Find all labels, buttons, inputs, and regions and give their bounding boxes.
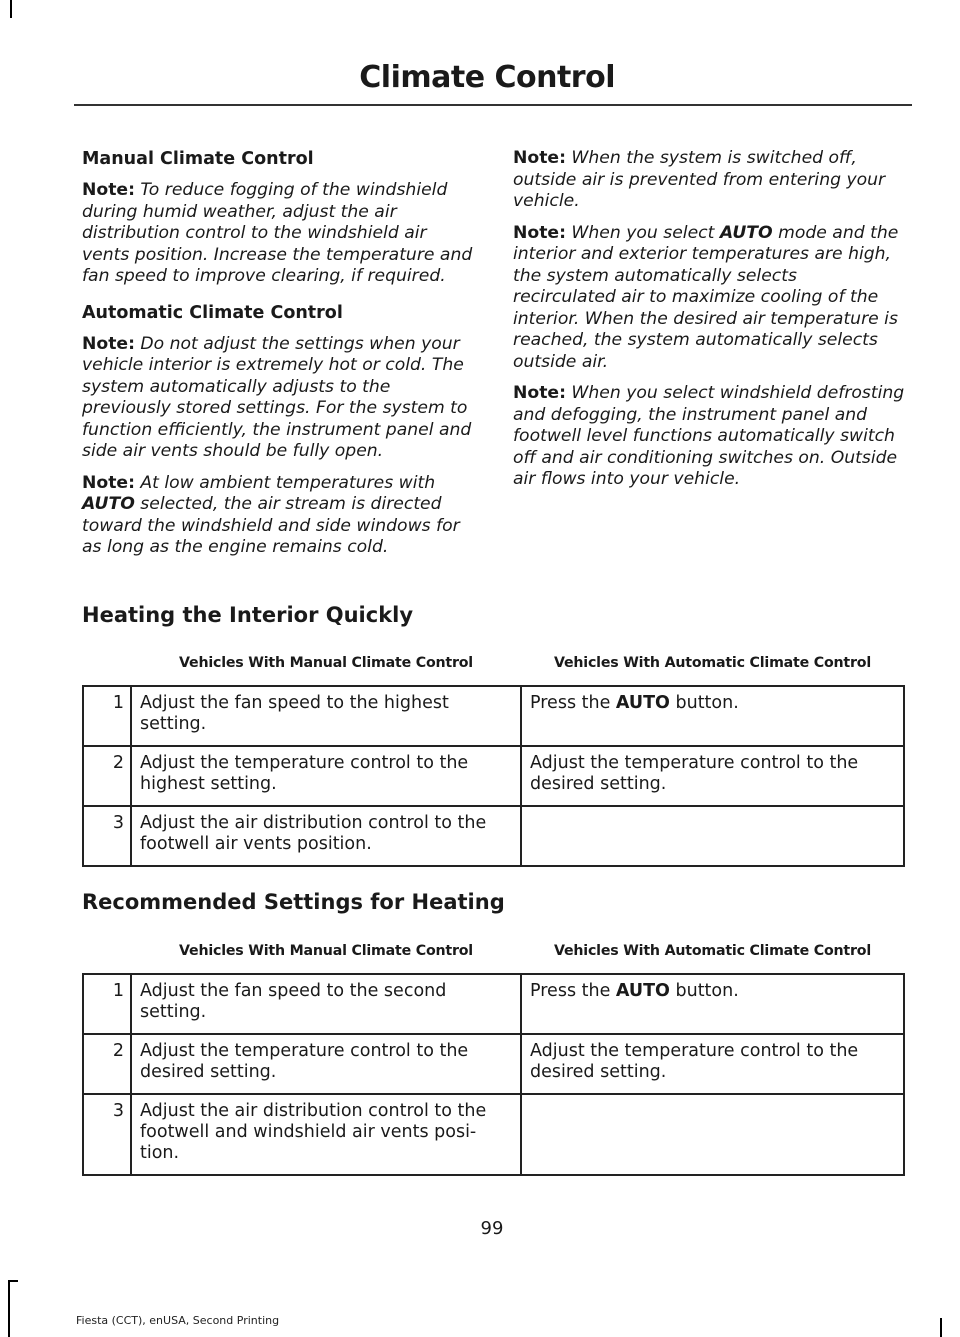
table-header-number [83, 933, 131, 974]
step-number: 2 [83, 746, 131, 806]
recommended-heating-table [82, 933, 905, 1176]
table-row [83, 686, 904, 746]
table-row [83, 746, 904, 806]
section-recommended-heating-title: Recommended Settings for Heating [82, 890, 505, 914]
step-number: 1 [83, 974, 131, 1034]
table-header-number [83, 645, 131, 686]
page-number: 99 [480, 1218, 504, 1239]
note-defrosting: Note: When you select windshield defrosting and defogging, the instrument panel and footwell level functions automatically switch off and air conditioning switches on. Outside air flows into your vehicle. [513, 383, 905, 489]
footer-text: Fiesta (CCT), enUSA, Second Printing [76, 1314, 280, 1327]
note-fogging: Note: To reduce fogging of the windshield during humid weather, adjust the air distribution control to the windshield air vents position. Increase the temperature and fan speed to improve clearing, if required. [82, 180, 473, 286]
table-row [83, 1034, 904, 1094]
table-header-automatic: Vehicles With Automatic Climate Control [521, 645, 904, 686]
table-header-automatic: Vehicles With Automatic Climate Control [521, 933, 904, 974]
manual-step: Adjust the fan speed to the highest setting. [131, 686, 521, 746]
manual-step: Adjust the temperature control to the desired setting. [131, 1034, 521, 1094]
left-column [82, 148, 474, 569]
header-rule [74, 104, 912, 106]
manual-step: Adjust the air distribution control to the footwell air vents position. [131, 806, 521, 866]
step-number: 3 [83, 1094, 131, 1175]
table-header-manual: Vehicles With Manual Climate Control [131, 645, 521, 686]
crop-mark-bottom-right [940, 1318, 942, 1337]
table-row [83, 1094, 904, 1175]
crop-mark-bottom-left-h [8, 1280, 18, 1282]
step-number: 2 [83, 1034, 131, 1094]
automatic-step [521, 1094, 904, 1175]
right-column [513, 148, 905, 501]
manual-step: Adjust the temperature control to the highest setting. [131, 746, 521, 806]
table-row [83, 974, 904, 1034]
note-switched-off: Note: When the system is switched off, outside air is prevented from entering your vehicle. [513, 148, 886, 211]
step-number: 3 [83, 806, 131, 866]
crop-mark-top-left [10, 0, 12, 18]
automatic-step: Adjust the temperature control to the desired setting. [521, 746, 904, 806]
manual-climate-heading: Manual Climate Control [82, 149, 314, 169]
table-row [83, 806, 904, 866]
manual-step: Adjust the air distribution control to the footwell and windshield air vents posi-tion. [131, 1094, 521, 1175]
manual-step: Adjust the fan speed to the second setting. [131, 974, 521, 1034]
crop-mark-bottom-left [8, 1280, 10, 1337]
note-auto-mode: Note: When you select AUTO mode and the interior and exterior temperatures are high, the system automatically selects recirculated air to maximize cooling of the interior. When the desired air temperature is reached, the system automatically selects outside air. [513, 222, 899, 372]
automatic-step [521, 806, 904, 866]
heating-quickly-table [82, 645, 905, 867]
note-settings: Note: Do not adjust the settings when your vehicle interior is extremely hot or cold. The system automatically adjusts to the previously stored settings. For the system to function efficiently, the instrument panel and side air vents should be fully open. [82, 333, 472, 461]
automatic-step: Press the AUTO button. [521, 686, 904, 746]
page-header-title: Climate Control [359, 60, 615, 95]
note-low-temperature: Note: At low ambient temperatures with AUTO selected, the air stream is directed toward the windshield and side windows for as long as the engine remains cold. [82, 472, 460, 557]
automatic-step: Adjust the temperature control to the desired setting. [521, 1034, 904, 1094]
automatic-climate-heading: Automatic Climate Control [82, 302, 343, 323]
section-heating-quickly-title: Heating the Interior Quickly [82, 603, 414, 627]
step-number: 1 [83, 686, 131, 746]
automatic-step: Press the AUTO button. [521, 974, 904, 1034]
table-header-manual: Vehicles With Manual Climate Control [131, 933, 521, 974]
